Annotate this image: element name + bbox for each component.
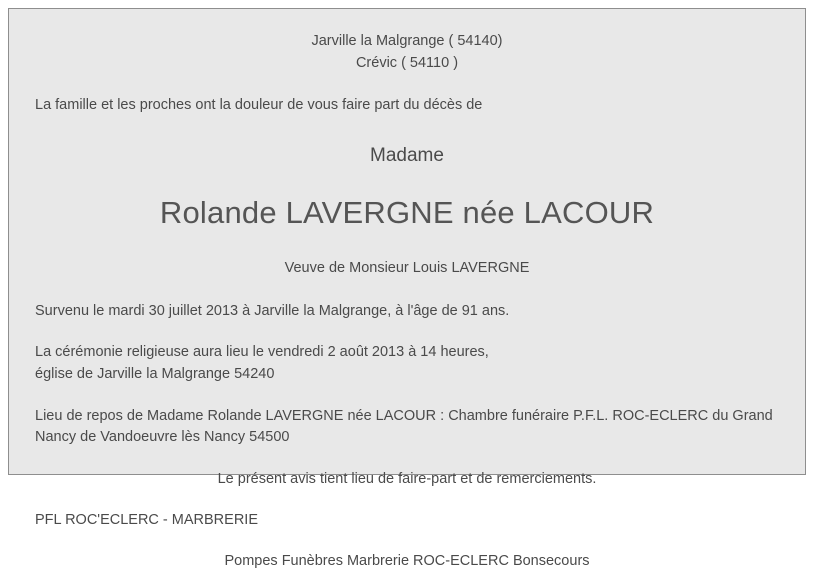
honorific-title: Madame <box>370 144 444 166</box>
ceremony-line-2: église de Jarville la Malgrange 54240 <box>35 365 275 382</box>
resting-place-line-2: Nancy de Vandoeuvre lès Nancy 54500 <box>35 429 290 446</box>
death-notice-card <box>8 8 806 570</box>
notice-content <box>9 9 805 570</box>
intro-text: La famille et les proches ont la douleur de vous faire part du décès de <box>35 96 483 113</box>
location-line-1: Jarville la Malgrange ( 54140) <box>311 33 503 49</box>
resting-place-line-1: Lieu de repos de Madame Rolande LAVERGNE née LACOUR : Chambre funéraire P.F.L. ROC-ECLERC du Grand <box>35 407 773 424</box>
locations-block <box>35 31 779 75</box>
location-line-2: Crévic ( 54110 ) <box>355 54 459 71</box>
death-details: Survenu le mardi 30 juillet 2013 à Jarville la Malgrange, à l'âge de 91 ans. <box>35 303 510 320</box>
ceremony-line-1: La cérémonie religieuse aura lieu le vendredi 2 août 2013 à 14 heures, <box>35 344 489 361</box>
resting-place-block <box>35 406 779 450</box>
thanks-text: Le présent avis tient lieu de faire-part et de remerciements. <box>217 471 597 488</box>
deceased-name: Rolande LAVERGNE née LACOUR <box>159 195 655 231</box>
funeral-home-name: Pompes Funèbres Marbrerie ROC-ECLERC Bonsecours <box>224 553 590 570</box>
company-name: PFL ROC'ECLERC - MARBRERIE <box>35 512 258 529</box>
ceremony-block <box>35 342 779 386</box>
spouse-text: Veuve de Monsieur Louis LAVERGNE <box>284 260 530 276</box>
